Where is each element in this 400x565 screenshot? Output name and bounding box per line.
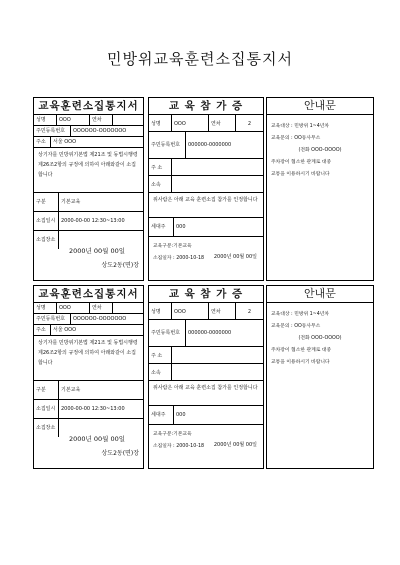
type-value: 기본교육 bbox=[61, 387, 81, 393]
age-label: 연차 bbox=[90, 303, 113, 313]
summons-body: 상기자를 민방위기본법 제21조 및 동법시행령 제26조2항의 규정에 의하여 아래와같이 소집합니다 bbox=[34, 148, 143, 193]
guide-line-transit: 교통을 이용하시기 바랍니다 bbox=[271, 360, 330, 365]
cert-detail-date: 소집일자 : 2000-10-18 bbox=[153, 256, 205, 261]
address-label: 주소 bbox=[34, 137, 51, 147]
cert-address-label: 주 소 bbox=[149, 159, 172, 175]
cert-id-value: 000000-0000000 bbox=[188, 142, 232, 148]
name-value: OOO bbox=[57, 115, 90, 125]
cert-age-value: 2 bbox=[247, 309, 252, 315]
address-label: 주소 bbox=[34, 325, 51, 335]
guide-line-contact: 교육문의 : OO동사무소 bbox=[271, 136, 321, 141]
summons-body: 상기자를 민방위기본법 제21조 및 동법시행령 제26조2항의 규정에 의하여 아래와같이 소집합니다 bbox=[34, 336, 143, 381]
guide-notice bbox=[266, 97, 374, 281]
id-label: 주민등록번호 bbox=[34, 314, 71, 324]
place-label: 소집장소 bbox=[34, 231, 59, 249]
type-value: 기본교육 bbox=[61, 199, 81, 205]
notice-sign: 상도2동(면)장 bbox=[101, 262, 139, 269]
guide-line-phone: (전화 OOO-OOOO) bbox=[298, 336, 342, 341]
guide-line-phone: (전화 OOO-OOOO) bbox=[298, 148, 342, 153]
address-value: 서울 OOO bbox=[53, 327, 77, 333]
guide-line-target: 교육대상 : 민방위 1~4년차 bbox=[271, 124, 330, 129]
name-value: OOO bbox=[57, 303, 90, 313]
time-label: 소집일시 bbox=[34, 400, 59, 418]
notice-sign: 상도2동(면)장 bbox=[101, 450, 139, 457]
name-label: 성명 bbox=[34, 303, 57, 313]
time-value: 2000-00-00 12:30~13:00 bbox=[61, 406, 125, 412]
cert-age-label: 연차 bbox=[209, 303, 236, 319]
cert-org-label: 소속 bbox=[149, 364, 172, 380]
cert-unit-value: 000 bbox=[176, 412, 186, 418]
page-title: 민방위교육훈련소집통지서 bbox=[107, 50, 293, 68]
cert-name-label: 성명 bbox=[149, 115, 172, 131]
cert-date: 2000년 00월 00일 bbox=[213, 254, 257, 260]
cert-address-label: 주 소 bbox=[149, 347, 172, 363]
cert-age-value: 2 bbox=[247, 121, 252, 127]
cert-unit-label: 세대주 bbox=[149, 406, 174, 424]
cert-header: 교 육 참 가 증 bbox=[149, 286, 263, 303]
cert-age-label: 연차 bbox=[209, 115, 236, 131]
cert-id-value: 000000-0000000 bbox=[188, 330, 232, 336]
notice-set-1 bbox=[33, 97, 374, 283]
cert-text: 위사람은 아래 교육 훈련소집 참가를 인정합니다 bbox=[149, 381, 263, 406]
guide-line-transit: 교통을 이용하시기 바랍니다 bbox=[271, 172, 330, 177]
guide-header: 안내문 bbox=[267, 286, 373, 303]
guide-header: 안내문 bbox=[267, 98, 373, 115]
cert-unit-value: 000 bbox=[176, 224, 186, 230]
guide-notice bbox=[266, 285, 374, 469]
cert-date: 2000년 00월 00일 bbox=[213, 442, 257, 448]
id-value: OOOOOO-OOOOOOO bbox=[73, 128, 127, 134]
summons-notice bbox=[33, 285, 144, 469]
type-label: 구분 bbox=[34, 193, 59, 211]
cert-name-value: OOO bbox=[172, 303, 209, 319]
time-label: 소집일시 bbox=[34, 212, 59, 230]
id-label: 주민등록번호 bbox=[34, 126, 71, 136]
cert-id-label: 주민등록번호 bbox=[149, 320, 186, 346]
cert-unit-label: 세대주 bbox=[149, 218, 174, 236]
address-value: 서울 OOO bbox=[53, 139, 77, 145]
name-label: 성명 bbox=[34, 115, 57, 125]
cert-detail-type: 교육구분:기본교육 bbox=[153, 244, 192, 249]
participation-certificate bbox=[148, 97, 264, 281]
place-label: 소집장소 bbox=[34, 419, 59, 437]
guide-line-target: 교육대상 : 민방위 1~4년차 bbox=[271, 312, 330, 317]
type-label: 구분 bbox=[34, 381, 59, 399]
notice-set-2 bbox=[33, 285, 374, 471]
cert-org-label: 소속 bbox=[149, 176, 172, 192]
summons-header: 교육훈련소집통지서 bbox=[34, 286, 143, 303]
cert-detail-type: 교육구분:기본교육 bbox=[153, 432, 192, 437]
summons-notice bbox=[33, 97, 144, 281]
cert-text: 위사람은 아래 교육 훈련소집 참가를 인정합니다 bbox=[149, 193, 263, 218]
cert-name-label: 성명 bbox=[149, 303, 172, 319]
participation-certificate bbox=[148, 285, 264, 469]
cert-id-label: 주민등록번호 bbox=[149, 132, 186, 158]
notice-date: 2000년 00월 00일 bbox=[68, 247, 125, 255]
age-label: 연차 bbox=[90, 115, 113, 125]
id-value: OOOOOO-OOOOOOO bbox=[73, 316, 127, 322]
summons-header: 교육훈련소집통지서 bbox=[34, 98, 143, 115]
cert-header: 교 육 참 가 증 bbox=[149, 98, 263, 115]
guide-line-parking: 주차장이 협소한 관계로 대중 bbox=[271, 348, 332, 353]
notice-date: 2000년 00월 00일 bbox=[68, 435, 125, 443]
guide-line-contact: 교육문의 : OO동사무소 bbox=[271, 324, 321, 329]
guide-line-parking: 주차장이 협소한 관계로 대중 bbox=[271, 160, 332, 165]
cert-name-value: OOO bbox=[172, 115, 209, 131]
cert-detail-date: 소집일자 : 2000-10-18 bbox=[153, 444, 205, 449]
time-value: 2000-00-00 12:30~13:00 bbox=[61, 218, 125, 224]
